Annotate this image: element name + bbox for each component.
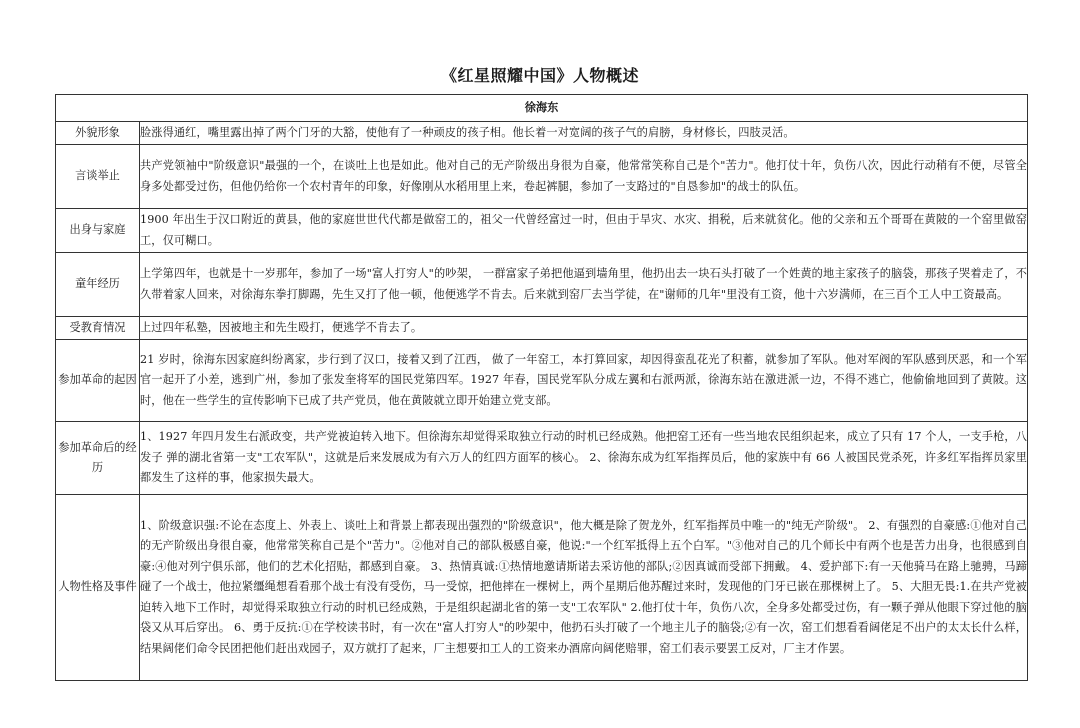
name-row <box>56 95 1028 122</box>
row-label: 出身与家庭 <box>56 209 140 253</box>
table-row <box>56 340 1028 422</box>
table-row <box>56 495 1028 681</box>
row-label: 人物性格及事件 <box>56 495 140 681</box>
person-name: 徐海东 <box>56 95 1028 122</box>
document-title: 《红星照耀中国》人物概述 <box>440 66 639 85</box>
row-label: 外貌形象 <box>56 122 140 145</box>
table-row <box>56 253 1028 317</box>
row-label: 参加革命后的经历 <box>56 422 140 495</box>
table-row <box>56 422 1028 495</box>
row-label: 童年经历 <box>56 253 140 317</box>
table-row <box>56 209 1028 253</box>
row-content: 共产党领袖中"阶级意识"最强的一个，在谈吐上也是如此。他对自己的无产阶级出身很为自豪，他常常笑称自己是个"苦力"。他打仗十年，负伤八次，因此行动稍有不便，尽管全身多处都受过伤，但他仍给你一个农村青年的印象，好像刚从水稻用里上来，卷起裤腿，参加了一支路过的"自恳参加"的战士的队伍。 <box>140 145 1028 209</box>
row-label: 言谈举止 <box>56 145 140 209</box>
row-content: 1900 年出生于汉口附近的黄县，他的家庭世世代代都是做窑工的，祖父一代曾经富过一时，但由于旱灾、水灾、捐税，后来就贫化。他的父亲和五个哥哥在黄陂的一个窑里做窑工，仅可糊口。 <box>140 209 1028 253</box>
row-content: 1、1927 年四月发生右派政变，共产党被迫转入地下。但徐海东却觉得采取独立行动的时机已经成熟。他把窑工还有一些当地农民组织起来，成立了只有 17 个人，一支手枪，八发子 弹的湖北省第一支"工农军队"，这就是后来发展成为有六万人的红四方面军的核心。 2、徐海东成为红军指挥员后，他的家族中有 66 人被国民党杀死，许多红军指挥员家里都发生了这样的事，他家损失最大。 <box>140 422 1028 495</box>
table-row <box>56 317 1028 340</box>
character-profile-table <box>55 94 1028 681</box>
row-label: 受教育情况 <box>56 317 140 340</box>
row-content: 脸涨得通红，嘴里露出掉了两个门牙的大豁，使他有了一种顽皮的孩子相。他长着一对宽阔的孩子气的肩膀，身材修长，四肢灵活。 <box>140 122 1028 145</box>
row-label: 参加革命的起因 <box>56 340 140 422</box>
row-content: 上学第四年，也就是十一岁那年，参加了一场"富人打穷人"的吵架， 一群富家子弟把他逼到墙角里，他扔出去一块石头打破了一个姓黄的地主家孩子的脑袋，那孩子哭着走了，不久带着家人回来，对徐海东拳打脚踢，先生又打了他一顿，他便逃学不肯去。后来就到窑厂去当学徒，在"谢师的几年"里没有工资，他十六岁满师，在三百个工人中工资最高。 <box>140 253 1028 317</box>
row-content: 1、阶级意识强:不论在态度上、外表上、谈吐上和背景上都表现出强烈的"阶级意识"，他大概是除了贺龙外，红军指挥员中唯一的"纯无产阶级"。 2、有强烈的自豪感:①他对自己的无产阶级出身很自豪，他常常笑称自己是个"苦力"。②他对自己的部队极感自豪，他说:"一个红军抵得上五个白军。"③他对自己的几个师长中有两个也是苦力出身，也很感到自豪:④他对列宁俱乐部，他们的艺术化招贴，都感到自豪。 3、热情真诚:①热情地邀请斯诺去采访他的部队;②因真诚而受部下拥戴。 4、爱护部下:有一天他骑马在路上驰骋，马蹄碰了一个战士，他拉紧缰绳想看看那个战士有没有受伤，马一受惊，把他摔在一棵树上，两个星期后他苏醒过来时，发现他的门牙已嵌在那棵树上了。 5、大胆无畏:1.在共产党被迫转入地下工作时，却觉得采取独立行动的时机已经成熟，于是组织起湖北省的第一支"工农军队" 2.他打仗十年，负伤八次，全身多处都受过伤，有一颗子弹从他眼下穿过他的脑袋又从耳后穿出。 6、勇于反抗:①在学校读书时，有一次在"富人打穷人"的吵架中，他扔石头打破了一个地主儿子的脑袋;②有一次，窑工们想看看阔佬足不出户的太太长什么样，结果阔佬们命令民团把他们赶出戏园子，双方就打了起来，厂主想要扣工人的工资来办酒席向阔佬赔罪，窑工们表示要罢工反对，厂主才作罢。 <box>140 495 1028 681</box>
table-row <box>56 145 1028 209</box>
row-content: 上过四年私塾，因被地主和先生殴打，便逃学不肯去了。 <box>140 317 1028 340</box>
table-row <box>56 122 1028 145</box>
row-content: 21 岁时，徐海东因家庭纠纷离家，步行到了汉口，接着又到了江西， 做了一年窑工，本打算回家，却因得蛮乱花光了积蓄，就参加了军队。他对军阀的军队感到厌恶，和一个军官一起开了小差，逃到广州，参加了张发奎将军的国民党第四军。1927 年春，国民党军队分成左翼和右派两派，徐海东站在激进派一边，不得不逃亡，他偷偷地回到了黄陂。这时，他在一些学生的宣传影响下已成了共产党员，他在黄陂就立即开始建立党支部。 <box>140 340 1028 422</box>
